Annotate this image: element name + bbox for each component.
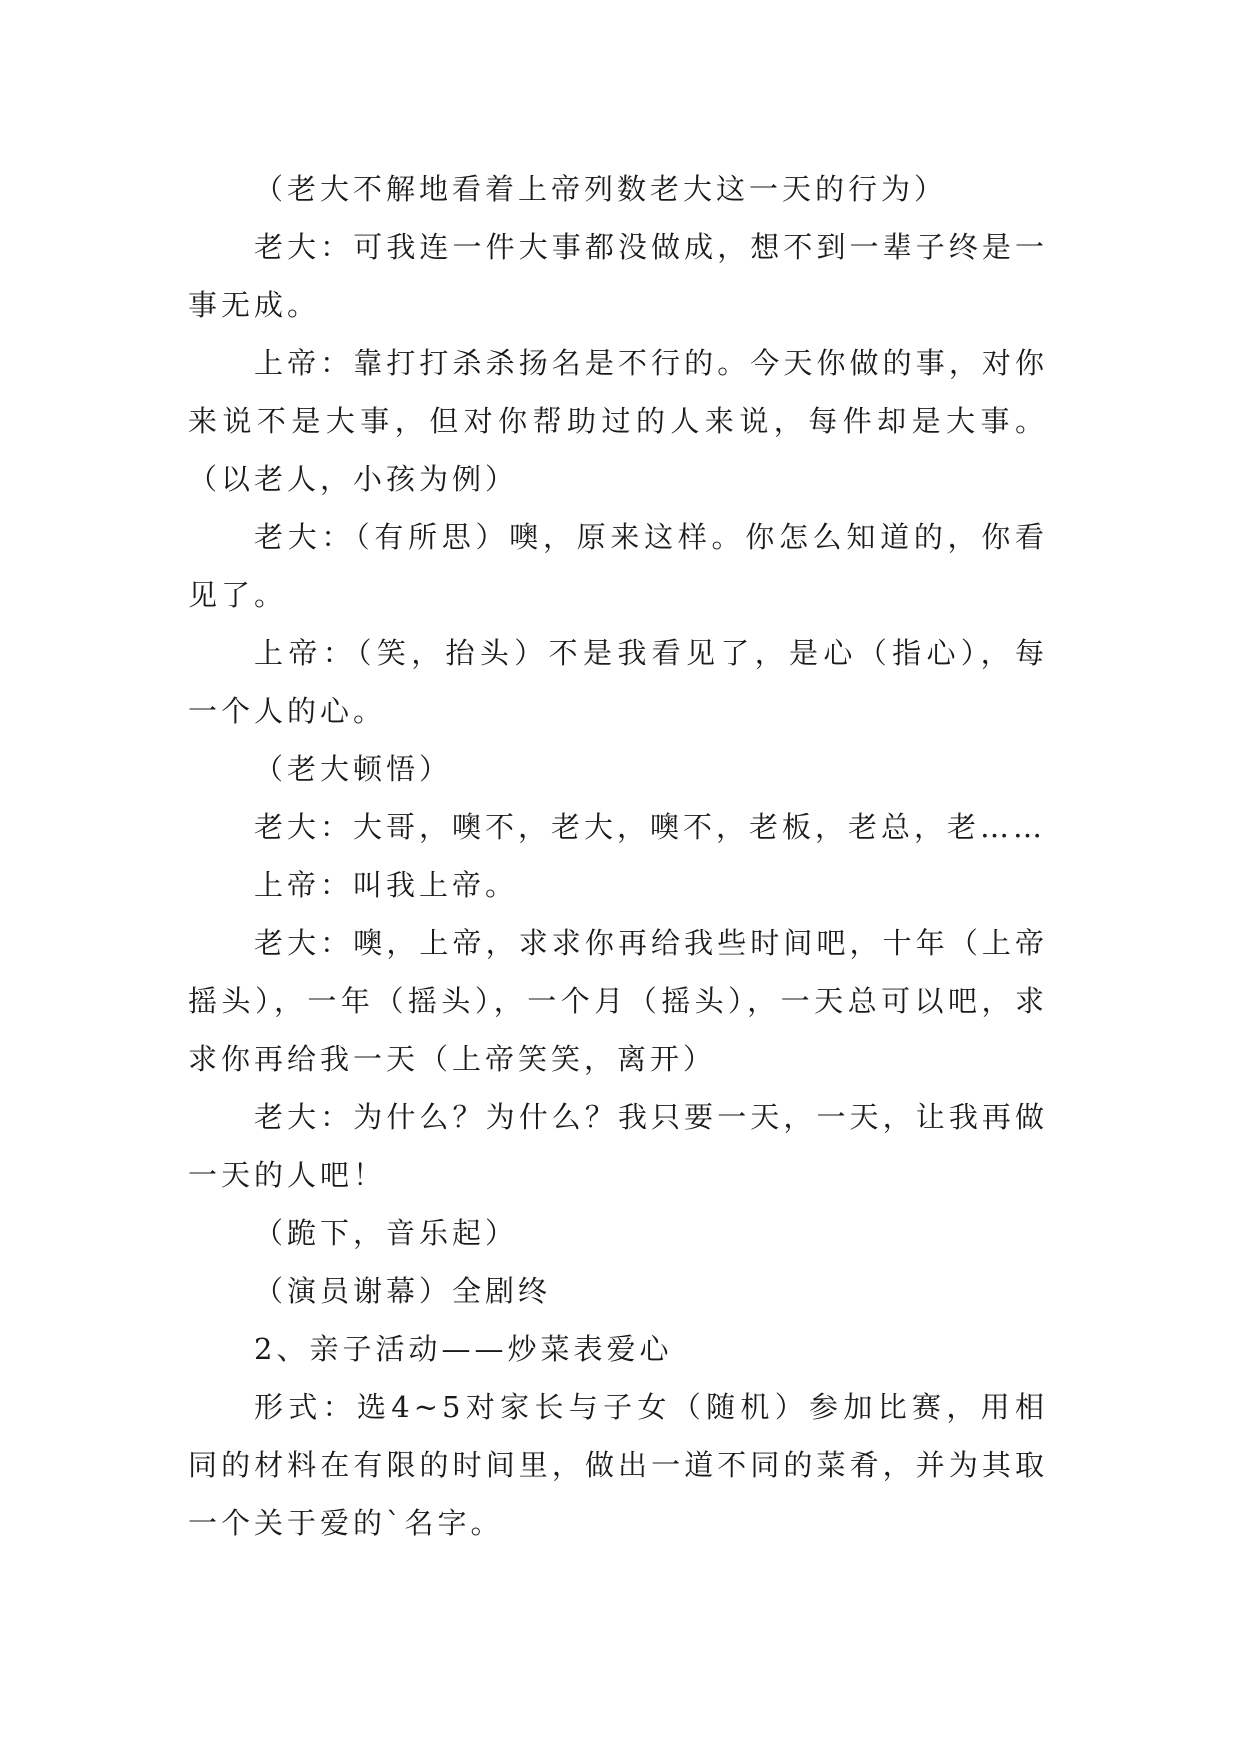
paragraph-shangdi-line-1: 上帝：靠打打杀杀扬名是不行的。今天你做的事，对你来说不是大事，但对你帮助过的人来说，每件却是大事。（以老人，小孩为例） [188, 346, 1048, 496]
paragraph-activity-format: 形式：选4~5对家长与子女（随机）参加比赛，用相同的材料在有限的时间里，做出一道不同的菜肴，并为其取一个关于爱的`名字。 [188, 1390, 1048, 1540]
paragraph-laoda-line-3: 老大：大哥，噢不，老大，噢不，老板，老总，老…… [254, 810, 1047, 844]
paragraph-shangdi-line-2: 上帝：（笑，抬头）不是我看见了，是心（指心），每一个人的心。 [188, 636, 1048, 728]
paragraph-stage-direction-3: （跪下，音乐起） [254, 1216, 519, 1250]
paragraph-shangdi-line-3: 上帝：叫我上帝。 [254, 868, 519, 902]
paragraph-laoda-line-4: 老大：噢，上帝，求求你再给我些时间吧，十年（上帝摇头），一年（摇头），一个月（摇头），一天总可以吧，求求你再给我一天（上帝笑笑，离开） [188, 926, 1048, 1076]
paragraph-laoda-line-5: 老大：为什么？为什么？我只要一天，一天，让我再做一天的人吧！ [188, 1100, 1048, 1192]
paragraph-stage-direction-1: （老大不解地看着上帝列数老大这一天的行为） [254, 172, 948, 206]
document-body [188, 160, 1048, 1552]
paragraph-laoda-line-2: 老大：（有所思）噢，原来这样。你怎么知道的，你看见了。 [188, 520, 1048, 612]
paragraph-stage-direction-4: （演员谢幕）全剧终 [254, 1274, 552, 1308]
paragraph-laoda-line-1: 老大：可我连一件大事都没做成，想不到一辈子终是一事无成。 [188, 230, 1048, 322]
paragraph-stage-direction-2: （老大顿悟） [254, 752, 453, 786]
section-heading-activity: 2、亲子活动——炒菜表爱心 [254, 1332, 673, 1366]
